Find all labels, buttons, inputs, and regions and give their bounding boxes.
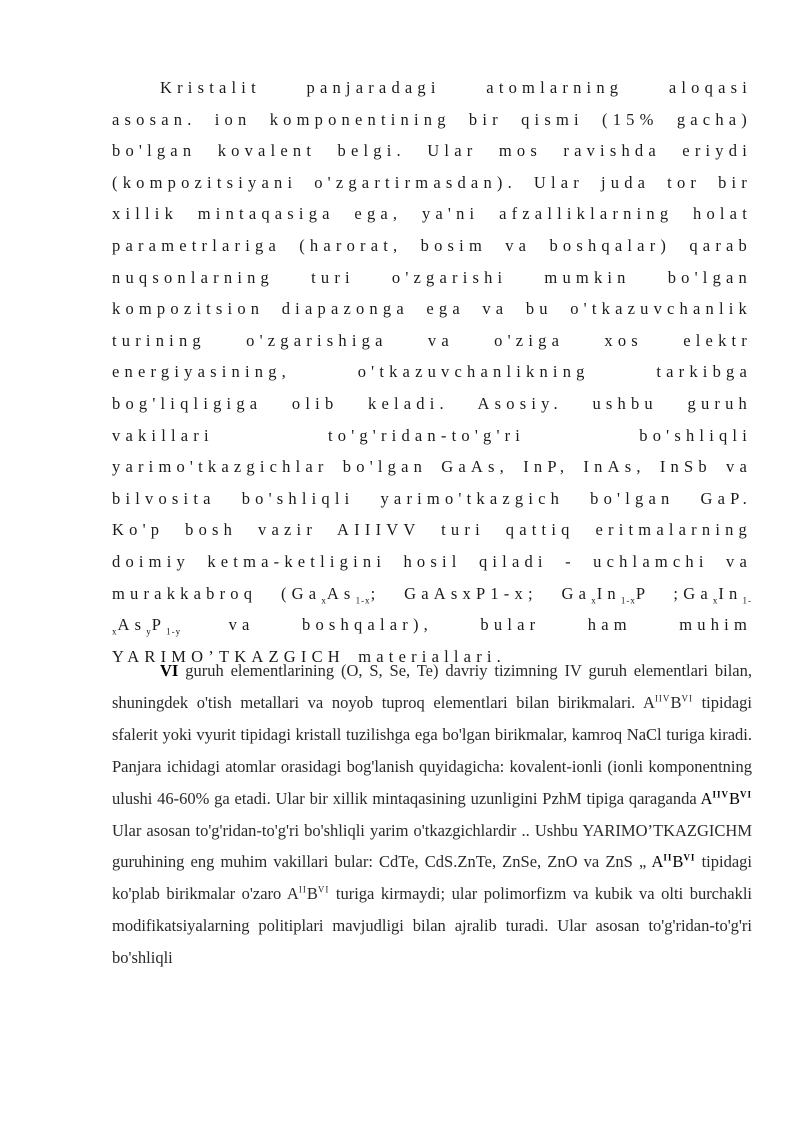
text-run: B xyxy=(306,884,318,904)
text-run: guruh elementlarining (O, S, Se, Te) davriy tizimning IV guruh elementlari bilan, shuningdek o'tish metallari va noyob tuproq elementlari bilan birikmalari. A xyxy=(112,661,752,712)
subscript: 1-x xyxy=(112,594,752,637)
text-run: A xyxy=(651,852,664,872)
text-run: B xyxy=(728,788,740,808)
superscript: VI xyxy=(739,789,752,800)
text-run: As xyxy=(326,583,356,603)
text-run: Ular asosan to'g'ridan-to'g'ri bo'shliqli yarim o'tkazgichlardir .. Ushbu YARIMO’TKAZGICHM guruhining eng muhim vakillari bular: CdTe, CdS.ZnTe, ZnSe, ZnO va ZnS „ xyxy=(112,820,752,872)
paragraph-crystal-lattice xyxy=(112,72,752,672)
superscript: IIV xyxy=(654,693,671,704)
text-run: P ;Ga xyxy=(635,583,713,603)
text-run: turiga kirmaydi; ular polimorfizm va kubik va olti burchakli modifikatsiyalarning politiplari mavjudligi bilan ajralib turadi. Ular asosan to'g'ridan-to'g'ri bo'shliqli xyxy=(112,884,752,968)
text-run: B xyxy=(672,852,684,872)
subscript: y xyxy=(146,626,152,637)
text-run: A xyxy=(700,788,713,808)
formula-highlight xyxy=(701,789,752,808)
superscript: II xyxy=(298,884,307,895)
subscript: 1-x xyxy=(355,594,371,605)
subscript: 1-x xyxy=(620,594,636,605)
subscript: x xyxy=(712,594,719,605)
text-run: tipidagi sfalerit yoki vyurit tipidagi kristall tuzilishga ega bo'lgan birikmalar, kamroq NaCl turiga kiradi. Panjara ichidagi atomlar orasidagi bog'lanish quyidagicha: kovalent-ionli (ionli komponentning ulushi 46-60% ga etadi. Ular bir xillik mintaqasining uzunligini PzhM tipiga qaraganda xyxy=(112,692,752,808)
superscript: IIV xyxy=(712,789,729,800)
subscript: x xyxy=(321,594,327,605)
text-run: ; GaAsxP1-x; Ga xyxy=(370,583,592,603)
text-run: P xyxy=(151,615,167,635)
subscript: 1-y xyxy=(166,626,182,637)
text-run: tipidagi ko'plab birikmalar o'zaro A xyxy=(112,852,752,904)
text-run: B xyxy=(670,692,682,712)
text-run: In xyxy=(718,583,743,603)
text-run: In xyxy=(596,583,621,603)
text-run: Kristalit panjaradagi atomlarning aloqasi asosan. ion komponentining bir qismi (15% gacha) bo'lgan kovalent belgi. Ular mos ravishda eriydi (kompozitsiyani o'zgartirmasdan). Ular juda tor bir xillik mintaqasiga ega, ya'ni afzalliklarning holat parametrlariga (harorat, bosim va boshqalar) qarab nuqsonlarning turi o'zgarishi mumkin bo'lgan kompozitsion diapazonga ega va bu o'tkazuvchanlik turining o'zgarishiga va o'ziga xos elektr energiyasining, o'tkazuvchanlikning tarkibga bog'liqligiga olib keladi. Asosiy. ushbu guruh vakillari to'g'ridan-to'g'ri bo'shliqli yarimo'tkazgichlar bo'lgan GaAs, InP, InAs, InSb va bilvosita bo'shliqli yarimo'tkazgich bo'lgan GaP. Ko'p bosh vazir AIIIVV turi qattiq eritmalarning doimiy ketma-ketligini hosil qiladi - uchlamchi va murakkabroq (Ga xyxy=(112,78,752,603)
superscript: VI xyxy=(681,693,693,704)
subscript: x xyxy=(591,594,597,605)
text-run: As xyxy=(117,615,147,635)
superscript: II xyxy=(663,852,673,863)
superscript: VI xyxy=(683,852,696,863)
superscript: VI xyxy=(317,884,330,895)
formula-highlight xyxy=(651,852,695,871)
paragraph-group-vi xyxy=(112,655,752,974)
bold-lead: VI xyxy=(160,661,179,680)
text-run: va boshqalar), bular ham muhim YARIMO’TKAZGICH materiallari. xyxy=(112,615,752,666)
